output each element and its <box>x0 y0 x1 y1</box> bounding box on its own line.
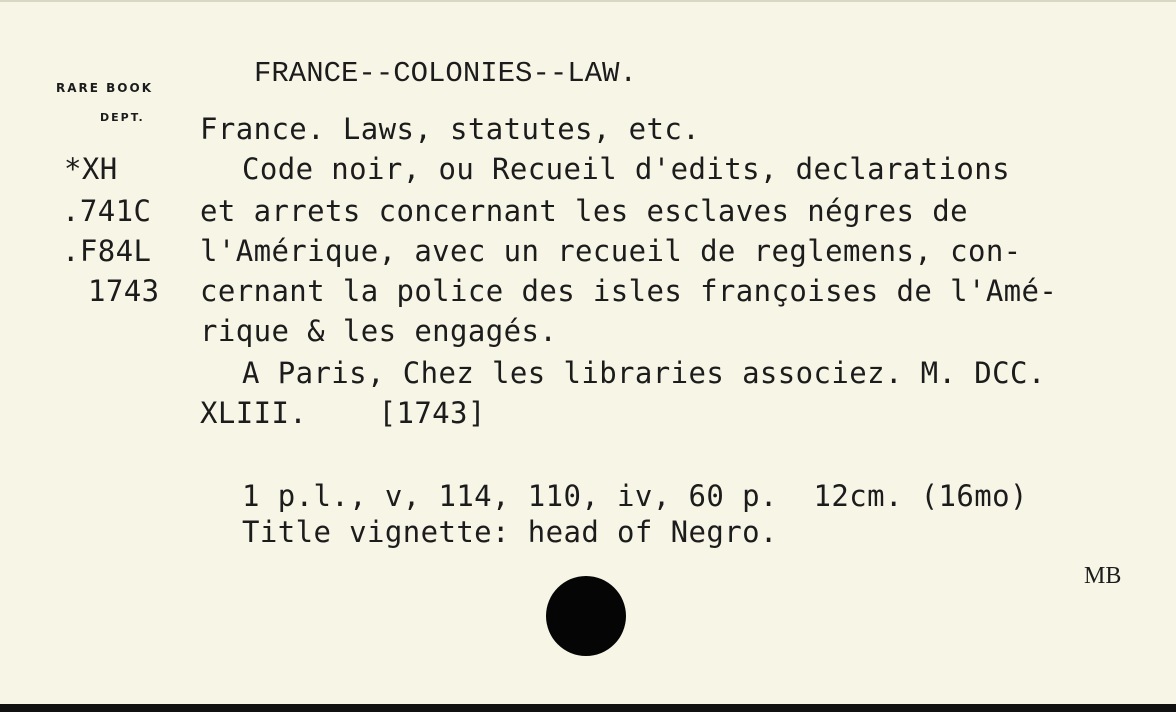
punch-hole <box>546 576 626 656</box>
call-number-line-4: 1743 <box>88 274 160 308</box>
title-line-4: cernant la police des isles françoises de l'Amé- <box>200 274 1058 308</box>
collation: 1 p.l., v, 114, 110, iv, 60 p. 12cm. (16mo) <box>242 479 1028 513</box>
main-entry: France. Laws, statutes, etc. <box>200 112 701 146</box>
title-line-3: l'Amérique, avec un recueil de reglemens, con- <box>200 234 1022 268</box>
card-bottom-edge <box>0 704 1176 712</box>
call-number-line-2: .741C <box>62 194 152 228</box>
imprint-line-2: XLIII. [1743] <box>200 396 486 430</box>
title-line-5: rique & les engagés. <box>200 314 558 348</box>
title-line-2: et arrets concernant les esclaves négres de <box>200 194 968 228</box>
title-line-1: Code noir, ou Recueil d'edits, declarations <box>242 152 1010 186</box>
subject-heading: FRANCE--COLONIES--LAW. <box>254 57 637 90</box>
imprint-line-1: A Paris, Chez les libraries associez. M. DCC. <box>242 356 1046 390</box>
note: Title vignette: head of Negro. <box>242 515 778 549</box>
cataloger-initials: MB <box>1084 563 1122 589</box>
stamp-dept: DEPT. <box>100 111 145 124</box>
call-number-line-3: .F84L <box>62 234 152 268</box>
stamp-rare-book: RARE BOOK <box>56 81 153 95</box>
call-number-line-1: *XH <box>64 152 118 186</box>
